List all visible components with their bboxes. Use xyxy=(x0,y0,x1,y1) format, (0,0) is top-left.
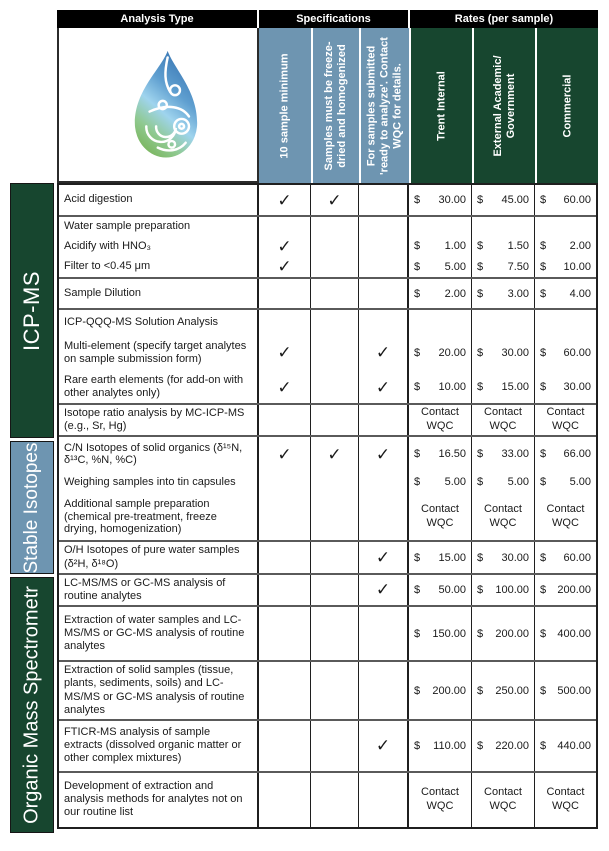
rate-cell: $ 250.00 xyxy=(472,662,535,719)
spec-check xyxy=(311,662,359,719)
rate-cell: $ 66.00 $ 5.00 Contact WQC xyxy=(540,448,591,529)
table-row xyxy=(59,185,596,217)
spec-check xyxy=(311,217,359,277)
spec-check: ✓ ✓ xyxy=(259,217,311,277)
analysis-type-header: Analysis Type xyxy=(57,10,257,28)
rate-cell: $ 440.00 xyxy=(540,739,591,752)
section-label-column xyxy=(10,183,54,833)
section-label: ICP-MS xyxy=(19,270,44,351)
section-label: Organic Mass Spectrometr xyxy=(20,586,43,824)
rate-cell: $ 30.00 $ 15.00 xyxy=(472,310,535,403)
spec-check xyxy=(359,279,409,308)
spec-check xyxy=(259,773,311,827)
rate-cell: $ 15.00 xyxy=(409,542,472,572)
analysis-label: Acid digestion xyxy=(59,185,259,215)
rate-cell: $ 30.00 xyxy=(472,542,535,572)
analysis-label: Isotope ratio analysis by MC-ICP-MS (e.g., Sr, Hg) xyxy=(59,405,259,435)
spec-check xyxy=(359,185,409,215)
section-stable-isotopes xyxy=(10,441,54,574)
spec-check xyxy=(259,662,311,719)
rate-cell: $ 220.00 xyxy=(472,721,535,771)
rates-header: Rates (per sample) xyxy=(410,10,598,28)
spec-check: ✓ xyxy=(259,185,311,215)
table-row xyxy=(59,405,596,437)
analysis-label-group: C/N Isotopes of solid organics (δ¹⁵N, δ¹³C, %N, %C) Weighing samples into tin capsules Additional sample preparation (chemical pre-treatment, freeze drying, homogenization) xyxy=(59,437,259,540)
rate-cell: Contact WQC xyxy=(409,773,472,827)
specifications-header: Specifications xyxy=(259,10,408,28)
spec-check xyxy=(259,607,311,660)
spec-check xyxy=(259,575,311,605)
table-row xyxy=(59,773,596,827)
rate-cell: $ 400.00 xyxy=(540,627,591,640)
spec-col-10-sample-minimum: 10 sample minimum xyxy=(259,28,311,183)
rate-cell: Contact WQC xyxy=(409,405,472,435)
rate-cell: $ 60.00 xyxy=(540,551,591,564)
rate-cell: $ 60.00 xyxy=(540,194,591,206)
spec-check xyxy=(311,310,359,403)
rate-cell: $ 1.50 $ 7.50 xyxy=(472,217,535,277)
spec-check xyxy=(311,542,359,572)
table-body xyxy=(57,183,598,829)
rate-cell: $ 200.00 xyxy=(409,662,472,719)
rate-cell: $ 45.00 xyxy=(472,185,535,215)
rate-col-trent-internal: Trent Internal xyxy=(409,28,472,183)
rates-table xyxy=(10,10,598,833)
water-drop-logo xyxy=(125,45,207,165)
spec-check xyxy=(311,405,359,435)
rate-col-commercial: Commercial xyxy=(535,28,598,183)
spec-check xyxy=(359,773,409,827)
header-bars xyxy=(57,10,598,28)
table-row xyxy=(59,575,596,607)
rate-cell: $ 4.00 xyxy=(540,287,591,300)
spec-check xyxy=(359,405,409,435)
rate-cell: $ 2.00 xyxy=(409,279,472,308)
table-row xyxy=(59,542,596,574)
column-header-row xyxy=(57,28,598,183)
analysis-label: Extraction of water samples and LC-MS/MS or GC-MS analysis of routine analytes xyxy=(59,607,259,660)
table-row xyxy=(59,217,596,279)
spec-check xyxy=(311,575,359,605)
analysis-label: Development of extraction and analysis methods for analytes not on our routine list xyxy=(59,773,259,827)
spec-check xyxy=(259,721,311,771)
spec-col-freeze-dried: Samples must be freeze-dried and homogenized xyxy=(311,28,359,183)
rate-cell: $ 20.00 $ 10.00 xyxy=(409,310,472,403)
spec-check xyxy=(259,542,311,572)
spec-check xyxy=(311,773,359,827)
spec-check: ✓ xyxy=(359,437,409,540)
rate-cell: $ 30.00 xyxy=(409,185,472,215)
rate-cell: $ 200.00 xyxy=(540,583,591,596)
spec-check: ✓ xyxy=(359,542,409,572)
rate-cell: $ 3.00 xyxy=(472,279,535,308)
spec-check: ✓ xyxy=(311,185,359,215)
spec-col-ready-to-analyze: For samples submitted 'ready to analyze'. Contact WQC for details. xyxy=(359,28,409,183)
spec-check xyxy=(311,279,359,308)
spec-check xyxy=(259,279,311,308)
spec-check: ✓ ✓ xyxy=(359,310,409,403)
rate-cell: $ 110.00 xyxy=(409,721,472,771)
spec-check xyxy=(311,721,359,771)
rate-cell: Contact WQC xyxy=(546,406,585,433)
rate-cell: $ 1.00 $ 5.00 xyxy=(409,217,472,277)
spec-check xyxy=(259,405,311,435)
spec-check: ✓ xyxy=(311,437,359,540)
rate-cell: $ 150.00 xyxy=(409,607,472,660)
rate-cell: $ 100.00 xyxy=(472,575,535,605)
rate-cell: Contact WQC xyxy=(472,773,535,827)
section-icp-ms xyxy=(10,183,54,438)
analysis-label: O/H Isotopes of pure water samples (δ²H, δ¹⁸O) xyxy=(59,542,259,572)
analysis-label-group: Water sample preparation Acidify with HNO₃ Filter to <0.45 μm xyxy=(59,217,259,277)
spec-check: ✓ xyxy=(359,575,409,605)
spec-check xyxy=(311,607,359,660)
table-row xyxy=(59,721,596,773)
rate-cell: Contact WQC xyxy=(546,786,585,812)
analysis-label-group: ICP-QQQ-MS Solution Analysis Multi-element (specify target analytes on sample submission form) Rare earth elements (for add-on with other analytes only) xyxy=(59,310,259,403)
table-row xyxy=(59,437,596,542)
rate-cell: $ 60.00 $ 30.00 xyxy=(540,346,591,393)
rate-cell: $ 16.50 $ 5.00 Contact WQC xyxy=(409,437,472,540)
rate-cell: $ 50.00 xyxy=(409,575,472,605)
section-organic-mass-spectrometry xyxy=(10,577,54,833)
spec-check xyxy=(359,662,409,719)
table-row xyxy=(59,607,596,662)
rate-cell: $ 2.00 $ 10.00 xyxy=(540,240,591,273)
spec-check xyxy=(359,217,409,277)
table-main xyxy=(57,10,598,833)
rate-col-external-academic: External Academic/ Government xyxy=(472,28,535,183)
rate-cell: $ 33.00 $ 5.00 Contact WQC xyxy=(472,437,535,540)
analysis-label: Sample Dilution xyxy=(59,279,259,308)
rate-cell: $ 500.00 xyxy=(540,684,591,697)
rate-cell: $ 200.00 xyxy=(472,607,535,660)
spec-check: ✓ xyxy=(359,721,409,771)
analysis-label: LC-MS/MS or GC-MS analysis of routine analytes xyxy=(59,575,259,605)
spec-check: ✓ xyxy=(259,437,311,540)
analysis-label: FTICR-MS analysis of sample extracts (dissolved organic matter or other complex mixtures) xyxy=(59,721,259,771)
analysis-label: Extraction of solid samples (tissue, plants, sediments, soils) and LC-MS/MS or GC-MS analysis of routine analytes xyxy=(59,662,259,719)
spec-check: ✓ ✓ xyxy=(259,310,311,403)
table-row xyxy=(59,662,596,721)
spec-check xyxy=(359,607,409,660)
section-label: Stable Isotopes xyxy=(21,442,43,573)
table-row xyxy=(59,279,596,310)
table-row xyxy=(59,310,596,405)
logo-cell xyxy=(57,28,259,183)
rate-cell: Contact WQC xyxy=(472,405,535,435)
